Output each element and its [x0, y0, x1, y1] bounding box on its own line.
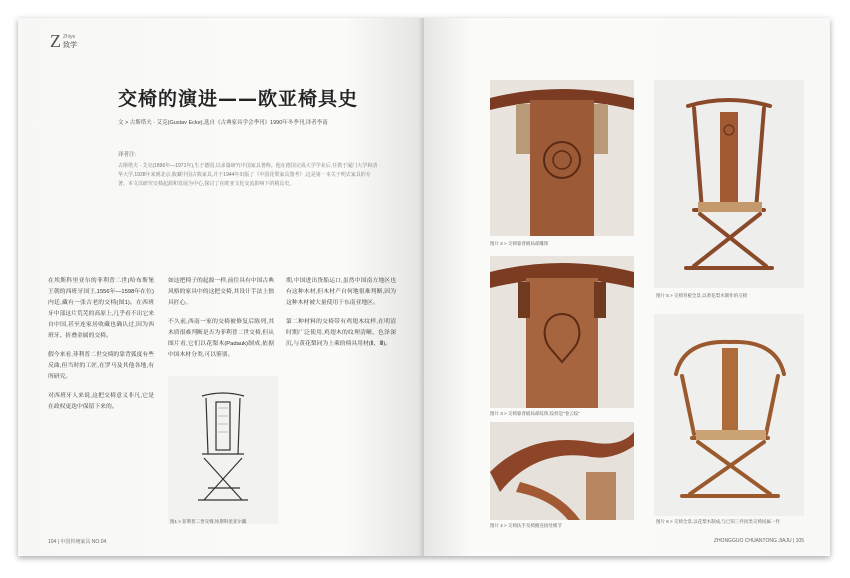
figure-2-caption: 图片 2 > 交椅靠背板局部雕饰	[490, 241, 549, 246]
section-pinyin: Zhiye	[63, 34, 76, 40]
lead-paragraph: 古斯塔夫 · 艾克(1896年—1971年),生于德国,以多篇研究中国家具著称。他在德国完成大学学业后,任教于厦门大学和清华大学,1928年来到北京,收藏中国古典家具,并于1944年出版了《中国花梨家具图考》,这是第一本关于明式家具的专著。本文以研究交椅起源和发展为中心,探讨了在欧亚文化交流影响下的椅具史。	[118, 163, 378, 187]
article-byline: 文 > 古斯塔夫 · 艾克(Gustav Ecke),选自《古典家具学会季刊》1990年冬季刊,译者李南	[118, 120, 328, 126]
paragraph: 期,中国进出货船运口,虽然中国南方地区也有这种木材,但木材产自何地很难判断,因为这种木材被大量使用于东南亚地区。	[286, 278, 396, 306]
left-page	[18, 18, 424, 556]
armrest-detail-image	[490, 422, 634, 520]
paragraph: 如这把椅子的起源一样,前往具有中国古典风格的家具中的这把交椅,其设计手法上独具匠心。	[168, 278, 274, 306]
figure-6-caption: 图片 6 > 交椅全景,以花梨木制成,与已知三件同类交椅同属一件	[656, 519, 780, 524]
section-letter: Z	[50, 31, 61, 51]
paragraph: 不久前,西南一家的交椅被修复后陈列,其木质很难判断是否为菲利普二世交椅,但从图片看,它们以花梨木(Padauk)制成,依据中国木材分类,可以鉴别。	[168, 319, 274, 358]
figure-3-caption: 图片 3 > 交椅靠背板局部纹饰,纹样是"卷云纹"	[490, 411, 580, 416]
folding-chair-image	[654, 80, 804, 288]
magazine-spread	[18, 18, 830, 556]
text-column-3	[286, 276, 396, 358]
lead-label: 译者注:	[118, 152, 137, 158]
paragraph: 在埃斯科里亚尔的菲利普二世(哈布斯堡王朝的西班牙国王,1556年—1598年在位)内廷,藏有一张古老的交椅(图1)。在西班牙中部这片荒芜的高原上,几乎看不出它来自中国,甚至连家居收藏也确认过,因为西班牙、折叠金属的交椅。	[48, 278, 154, 339]
figure-4-photo	[490, 422, 634, 520]
figure-6-photo	[654, 314, 804, 516]
section-label: 致学	[63, 42, 77, 49]
figure-2-photo	[490, 80, 634, 236]
figure-5-photo	[654, 80, 804, 288]
figure-5-caption: 图片 5 > 交椅背板全景,以黄花梨木制作的交椅	[656, 293, 748, 298]
horseshoe-chair-image	[654, 314, 804, 516]
figure-1-caption: 图1 > 菲利普二世交椅,埃斯科里亚尔藏	[170, 519, 247, 524]
figure-1-chair-drawing	[168, 376, 278, 524]
chair-sketch-image	[168, 376, 278, 516]
right-page	[424, 18, 830, 556]
page-footer-left: 104 | 中国传统家具 NO.04	[48, 539, 107, 545]
splat-motif-image	[490, 256, 634, 408]
text-column-2	[168, 276, 274, 369]
figure-4-caption: 图片 4 > 交椅扶手及椅圈连接处细节	[490, 523, 562, 528]
paragraph: 第二种材料的交椅带有鸡翅木纹样,在明清时期广泛使用,鸡翅木的纹理清晰、色泽深沉,与黄花梨同为上乘的椅具用材(Ⅱ、Ⅲ)。	[286, 319, 396, 347]
article-title: 交椅的演进——欧亚椅具史	[118, 88, 359, 110]
splat-carving-image	[490, 80, 634, 236]
text-column-1	[48, 276, 154, 421]
paragraph: 假今来看,菲利普二世交椅的靠背弧度有些反曲,但当时的工匠,在罗马及其他各地,有所研究。	[48, 352, 154, 380]
paragraph: 对西班牙人来说,这把交椅意义非凡,它是在政权更迭中保留下来的。	[48, 393, 154, 410]
section-mark	[50, 32, 77, 50]
figure-3-photo	[490, 256, 634, 408]
page-footer-right: ZHONGGUO CHUANTONG JIAJU | 105	[713, 538, 804, 544]
